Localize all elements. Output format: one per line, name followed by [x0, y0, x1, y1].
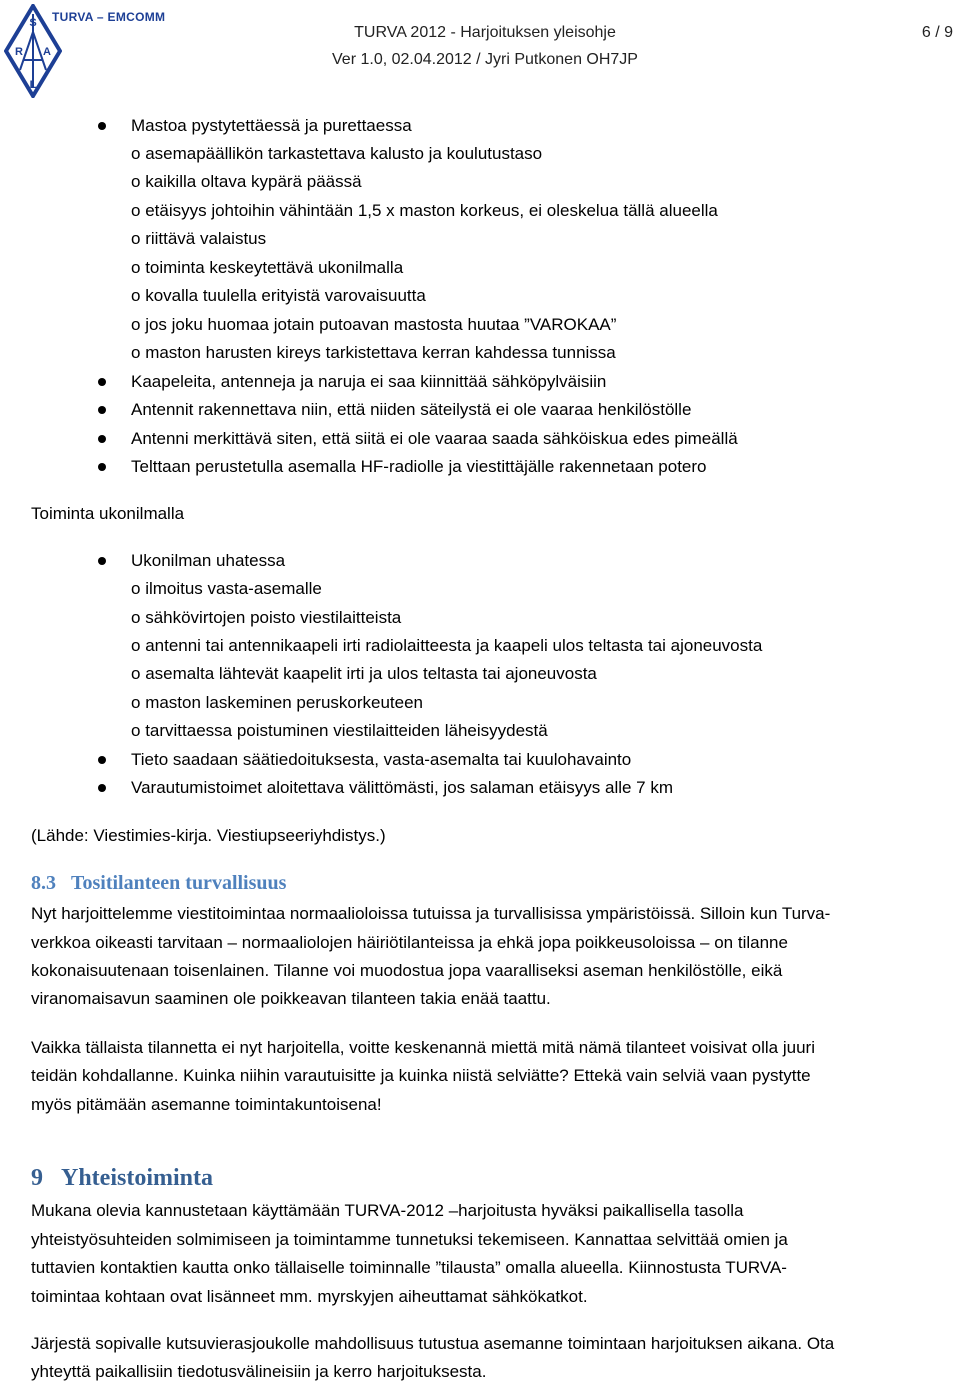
list-item: Telttaan perustetulla asemalla HF-radiolle ja viestittäjälle rakennetaan potero: [131, 457, 707, 476]
sub-list-item: o kaikilla oltava kypärä päässä: [131, 172, 362, 191]
sub-list-item: o maston laskeminen peruskorkeuteen: [131, 693, 424, 712]
chapter-number: 9: [31, 1165, 43, 1191]
bullet-icon: [98, 435, 106, 443]
sub-list-item: o maston harusten kireys tarkistettava kerran kahdessa tunnissa: [131, 343, 616, 362]
paragraph-line: toimintaa kohtaan ovat lisänneet mm. myrskyjen aiheuttamat sähkökatkot.: [31, 1287, 588, 1306]
logo-caption: TURVA – EMCOMM: [52, 10, 166, 24]
list-item: Ukonilman uhatessa: [131, 551, 286, 570]
bullet-icon: [98, 378, 106, 386]
bullet-icon: [98, 756, 106, 764]
sub-list-item: o tarvittaessa poistuminen viestilaitteiden läheisyydestä: [131, 721, 548, 740]
list-item: Varautumistoimet aloitettava välittömästi, jos salaman etäisyys alle 7 km: [131, 778, 674, 797]
section-heading: [31, 872, 286, 895]
page-header: [0, 0, 960, 105]
document-title: TURVA 2012 - Harjoituksen yleisohje: [354, 24, 616, 41]
source-citation: (Lähde: Viestimies-kirja. Viestiupseeriyhdistys.): [31, 826, 386, 845]
paragraph-line: yhteistyösuhteiden solmimiseen ja toimintamme tunnetuksi tekemiseen. Kannattaa selvittää omien ja: [31, 1230, 788, 1249]
sub-list-item: o jos joku huomaa jotain putoavan mastosta huutaa ”VAROKAA”: [131, 315, 617, 334]
paragraph-line: kokonaisuutenaan toisenlainen. Tilanne voi muodostua jopa vaaralliseksi aseman henkilöstölle, eikä: [31, 961, 783, 980]
paragraph-line: myös pitämään asemanne toimintakuntoisena!: [31, 1095, 382, 1114]
bullet-icon: [98, 557, 106, 565]
sub-list-item: o toiminta keskeytettävä ukonilmalla: [131, 258, 404, 277]
paragraph-line: teidän kohdallanne. Kuinka niihin varautuisitte ja kuinka niistä selviätte? Ettekä vain selviä vaan pystytte: [31, 1066, 811, 1085]
bullet-icon: [98, 122, 106, 130]
list-item: Antennit rakennettava niin, että niiden säteilystä ei ole vaaraa henkilöstölle: [131, 400, 692, 419]
document-version: Ver 1.0, 02.04.2012 / Jyri Putkonen OH7JP: [332, 51, 638, 68]
subheading-thunderstorm: Toiminta ukonilmalla: [31, 504, 185, 523]
page-number: 6 / 9: [921, 24, 953, 41]
logo-letter-r: R: [15, 46, 23, 58]
sub-list-item: o antenni tai antennikaapeli irti radiolaitteesta ja kaapeli ulos teltasta tai ajoneuvosta: [131, 636, 763, 655]
logo-letter-l: L: [29, 79, 37, 91]
paragraph-line: verkkoa oikeasti tarvitaan – normaaliolojen häiriötilanteissa ja ehkä jopa poikkeusoloissa – on tilanne: [31, 933, 788, 952]
section-title: Tositilanteen turvallisuus: [71, 872, 287, 894]
sub-list-item: o kovalla tuulella erityistä varovaisuutta: [131, 286, 426, 305]
paragraph-line: Vaikka tällaista tilannetta ei nyt harjoitella, voitte keskenannä miettä mitä nämä tilanteet voisivat olla juuri: [31, 1038, 815, 1057]
list-item: Tieto saadaan säätiedoituksesta, vasta-asemalta tai kuulohavainto: [131, 750, 632, 769]
paragraph-line: yhteyttä paikallisiin tiedotusvälineisiin ja kerro harjoituksesta.: [31, 1362, 487, 1381]
sub-list-item: o asemapäällikön tarkastettava kalusto ja koulutustaso: [131, 144, 543, 163]
paragraph-line: tuttavien kontaktien kautta onko tällaiselle toiminnalle ”tilausta” omalla alueella. Kiinnostusta TURVA-: [31, 1258, 787, 1277]
paragraph-line: Mukana olevia kannustetaan käyttämään TURVA-2012 –harjoitusta hyväksi paikallisella tasolla: [31, 1201, 744, 1220]
logo-letter-a: A: [43, 46, 51, 58]
chapter-title: Yhteistoiminta: [61, 1165, 213, 1191]
bullet-icon: [98, 406, 106, 414]
paragraph-line: viranomaisavun saaminen ole poikkeavan tilanteen takia enää taattu.: [31, 989, 551, 1008]
bullet-icon: [98, 463, 106, 471]
sub-list-item: o riittävä valaistus: [131, 229, 267, 248]
chapter-heading: [31, 1165, 213, 1192]
list-item: Antenni merkittävä siten, että siitä ei ole vaaraa saada sähköiskua edes pimeällä: [131, 429, 738, 448]
bullet-icon: [98, 784, 106, 792]
logo-letter-s: S: [29, 17, 37, 29]
sub-list-item: o etäisyys johtoihin vähintään 1,5 x maston korkeus, ei oleskelua tällä alueella: [131, 201, 718, 220]
sub-list-item: o ilmoitus vasta-asemalle: [131, 579, 322, 598]
paragraph-line: Järjestä sopivalle kutsuvierasjoukolle mahdollisuus tutustua asemanne toimintaan harjoituksen aikana. Ota: [31, 1334, 835, 1353]
sub-list-item: o asemalta lähtevät kaapelit irti ja ulos teltasta tai ajoneuvosta: [131, 664, 597, 683]
list-item: Kaapeleita, antenneja ja naruja ei saa kiinnittää sähköpylväisiin: [131, 372, 607, 391]
sub-list-item: o sähkövirtojen poisto viestilaitteista: [131, 608, 402, 627]
list-item: Mastoa pystytettäessä ja purettaessa: [131, 116, 412, 135]
paragraph-line: Nyt harjoittelemme viestitoimintaa normaalioloissa tutuissa ja turvallisissa ympäristöissä. Silloin kun Turva-: [31, 904, 831, 923]
section-number: 8.3: [31, 872, 56, 894]
